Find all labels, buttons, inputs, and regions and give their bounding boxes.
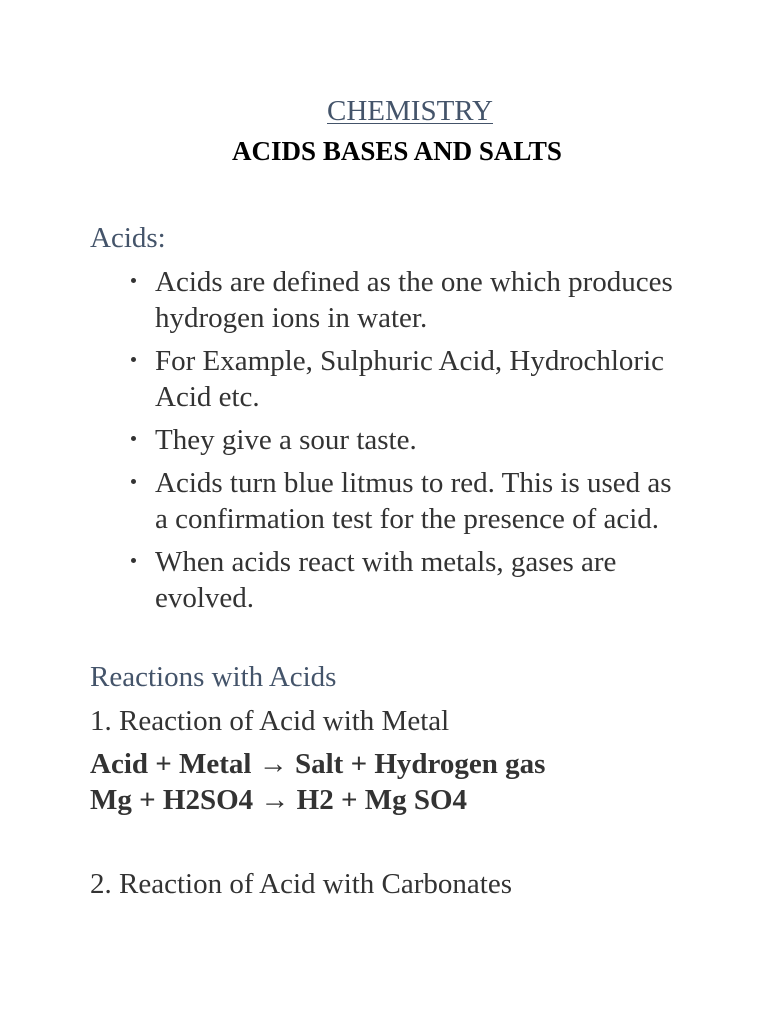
bullet-dot-icon (131, 278, 136, 283)
acids-heading: Acids: (90, 222, 166, 254)
list-item-text: For Example, Sulphuric Acid, Hydrochloric Acid etc. (155, 345, 665, 413)
list-item-text: Acids turn blue litmus to red. This is used as a confirmation test for the presence of acid. (155, 467, 672, 535)
list-item (124, 422, 684, 458)
bullet-dot-icon (131, 558, 136, 563)
list-item (124, 465, 684, 537)
bullet-dot-icon (131, 436, 136, 441)
list-item (124, 544, 684, 616)
bullet-dot-icon (131, 357, 136, 362)
bullet-dot-icon (131, 479, 136, 484)
list-item-text: When acids react with metals, gases are evolved. (155, 546, 617, 614)
list-item (124, 264, 684, 336)
list-item-text: Acids are defined as the one which produces hydrogen ions in water. (155, 266, 673, 334)
reaction-metal-title: 1. Reaction of Acid with Metal (90, 705, 450, 737)
document-title: ACIDS BASES AND SALTS (232, 136, 562, 166)
reaction-carbonates-title: 2. Reaction of Acid with Carbonates (90, 868, 513, 900)
list-item (124, 343, 684, 415)
acids-bullet-list (124, 264, 684, 623)
subject-title: CHEMISTRY (327, 95, 493, 127)
general-equation: Acid + Metal → Salt + Hydrogen gas (90, 748, 546, 780)
list-item-text: They give a sour taste. (155, 424, 417, 456)
example-equation: Mg + H2SO4 → H2 + Mg SO4 (90, 784, 468, 816)
reactions-heading: Reactions with Acids (90, 661, 337, 693)
